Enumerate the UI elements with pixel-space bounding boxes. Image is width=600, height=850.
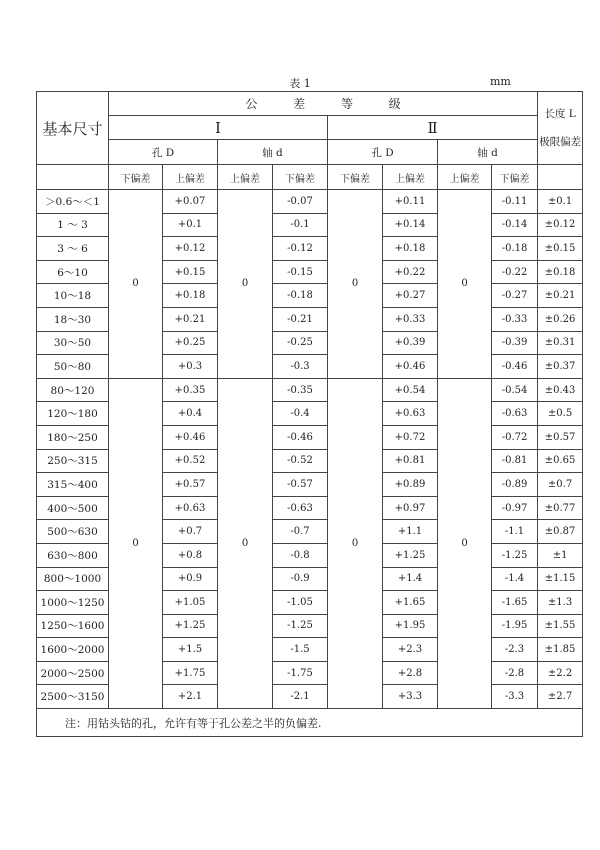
grade-ii-hole-upper-cell: +1.25 <box>383 543 438 567</box>
grade-ii-header: Ⅱ <box>328 116 538 140</box>
basic-size-cell: 30～50 <box>37 331 109 355</box>
length-deviation-cell: ±0.57 <box>538 425 583 449</box>
grade-ii-hole-lower-header: 下偏差 <box>328 165 383 190</box>
basic-size-cell: 630～800 <box>37 543 109 567</box>
grade-ii-shaft-lower-cell: -1.65 <box>492 591 538 615</box>
grade-i-hole-upper-cell: +0.63 <box>163 496 218 520</box>
grade-ii-hole-upper-cell: +1.1 <box>383 520 438 544</box>
grade-i-hole-lower-cell: 0 <box>109 378 163 708</box>
length-limit-title: 极限偏差 <box>539 136 582 148</box>
grade-i-shaft-lower-cell: -1.75 <box>273 661 328 685</box>
grade-i-shaft-lower-cell: -2.1 <box>273 685 328 709</box>
grade-ii-hole-upper-header: 上偏差 <box>383 165 438 190</box>
grade-ii-hole-upper-cell: +1.65 <box>383 591 438 615</box>
grade-ii-shaft-lower-cell: -0.63 <box>492 402 538 426</box>
basic-size-cell: 120～180 <box>37 402 109 426</box>
grade-i-hole-upper-header: 上偏差 <box>163 165 218 190</box>
basic-size-cell: 250～315 <box>37 449 109 473</box>
basic-size-cell: 500～630 <box>37 520 109 544</box>
grade-ii-hole-upper-cell: +0.97 <box>383 496 438 520</box>
grade-i-hole-upper-cell: +0.35 <box>163 378 218 402</box>
length-deviation-cell: ±1 <box>538 543 583 567</box>
grade-ii-hole-upper-cell: +0.81 <box>383 449 438 473</box>
grade-i-hole-upper-cell: +0.21 <box>163 307 218 331</box>
basic-size-cell: 400～500 <box>37 496 109 520</box>
grade-ii-shaft-upper-cell: 0 <box>438 378 492 708</box>
grade-ii-shaft-lower-cell: -0.18 <box>492 237 538 261</box>
length-deviation-cell: ±0.15 <box>538 237 583 261</box>
grade-i-shaft-lower-cell: -0.57 <box>273 473 328 497</box>
grade-ii-shaft-lower-cell: -1.95 <box>492 614 538 638</box>
length-deviation-cell: ±0.12 <box>538 213 583 237</box>
grade-ii-hole-upper-cell: +0.22 <box>383 260 438 284</box>
basic-size-cell: 50～80 <box>37 355 109 379</box>
grade-ii-shaft-lower-cell: -0.72 <box>492 425 538 449</box>
grade-ii-hole-upper-cell: +2.3 <box>383 638 438 662</box>
length-deviation-cell: ±1.85 <box>538 638 583 662</box>
length-header <box>538 92 583 165</box>
grade-ii-hole-upper-cell: +0.27 <box>383 284 438 308</box>
grade-ii-shaft-lower-cell: -1.1 <box>492 520 538 544</box>
length-deviation-cell: ±0.43 <box>538 378 583 402</box>
grade-ii-shaft-lower-cell: -0.54 <box>492 378 538 402</box>
grade-i-header: Ⅰ <box>109 116 328 140</box>
grade-i-shaft-upper-header: 上偏差 <box>218 165 273 190</box>
grade-ii-hole-upper-cell: +1.95 <box>383 614 438 638</box>
length-deviation-cell: ±0.65 <box>538 449 583 473</box>
grade-ii-shaft-lower-cell: -0.97 <box>492 496 538 520</box>
basic-size-cell: ＞0.6～＜1 <box>37 190 109 214</box>
basic-size-header: 基本尺寸 <box>37 92 109 165</box>
blank-cell <box>538 165 583 190</box>
grade-ii-hole-lower-cell: 0 <box>328 378 383 708</box>
tolerance-table <box>36 91 583 737</box>
grade-i-shaft-lower-cell: -0.52 <box>273 449 328 473</box>
grade-i-shaft-lower-cell: -0.07 <box>273 190 328 214</box>
basic-size-cell: 1250～1600 <box>37 614 109 638</box>
grade-ii-shaft-lower-cell: -0.27 <box>492 284 538 308</box>
grade-ii-shaft-lower-header: 下偏差 <box>492 165 538 190</box>
tolerance-grade-header: 公 差 等 级 <box>109 92 538 116</box>
grade-i-hole-upper-cell: +0.4 <box>163 402 218 426</box>
length-deviation-cell: ±0.7 <box>538 473 583 497</box>
length-deviation-cell: ±0.31 <box>538 331 583 355</box>
unit-label: mm <box>490 75 511 88</box>
length-deviation-cell: ±0.37 <box>538 355 583 379</box>
grade-ii-shaft-lower-cell: -0.33 <box>492 307 538 331</box>
grade-i-shaft-lower-cell: -0.4 <box>273 402 328 426</box>
grade-ii-hole-header: 孔 D <box>328 140 438 165</box>
basic-size-cell: 18～30 <box>37 307 109 331</box>
grade-ii-hole-upper-cell: +1.4 <box>383 567 438 591</box>
grade-i-shaft-lower-cell: -0.1 <box>273 213 328 237</box>
grade-ii-hole-upper-cell: +0.39 <box>383 331 438 355</box>
length-deviation-cell: ±1.55 <box>538 614 583 638</box>
length-deviation-cell: ±0.1 <box>538 190 583 214</box>
grade-i-hole-upper-cell: +0.46 <box>163 425 218 449</box>
grade-i-shaft-lower-cell: -0.3 <box>273 355 328 379</box>
grade-i-shaft-lower-header: 下偏差 <box>273 165 328 190</box>
grade-ii-shaft-lower-cell: -0.22 <box>492 260 538 284</box>
grade-ii-hole-upper-cell: +0.89 <box>383 473 438 497</box>
grade-i-hole-upper-cell: +0.1 <box>163 213 218 237</box>
length-title: 长度 L <box>544 108 576 120</box>
length-deviation-cell: ±0.87 <box>538 520 583 544</box>
grade-ii-hole-upper-cell: +0.72 <box>383 425 438 449</box>
grade-ii-shaft-lower-cell: -0.14 <box>492 213 538 237</box>
grade-i-shaft-lower-cell: -0.8 <box>273 543 328 567</box>
grade-i-shaft-lower-cell: -1.05 <box>273 591 328 615</box>
length-deviation-cell: ±0.21 <box>538 284 583 308</box>
table-row <box>37 190 583 214</box>
length-deviation-cell: ±0.77 <box>538 496 583 520</box>
grade-ii-hole-upper-cell: +0.33 <box>383 307 438 331</box>
grade-i-shaft-lower-cell: -0.35 <box>273 378 328 402</box>
grade-ii-shaft-lower-cell: -2.8 <box>492 661 538 685</box>
grade-ii-hole-upper-cell: +0.46 <box>383 355 438 379</box>
length-deviation-cell: ±1.15 <box>538 567 583 591</box>
grade-ii-shaft-header: 轴 d <box>438 140 538 165</box>
grade-ii-hole-upper-cell: +0.14 <box>383 213 438 237</box>
grade-i-shaft-lower-cell: -0.63 <box>273 496 328 520</box>
grade-i-shaft-upper-cell: 0 <box>218 190 273 379</box>
grade-ii-shaft-lower-cell: -1.4 <box>492 567 538 591</box>
grade-i-shaft-lower-cell: -0.25 <box>273 331 328 355</box>
grade-i-shaft-lower-cell: -1.5 <box>273 638 328 662</box>
length-deviation-cell: ±0.18 <box>538 260 583 284</box>
grade-i-shaft-lower-cell: -0.7 <box>273 520 328 544</box>
grade-ii-hole-upper-cell: +3.3 <box>383 685 438 709</box>
grade-i-hole-upper-cell: +0.7 <box>163 520 218 544</box>
grade-ii-hole-lower-cell: 0 <box>328 190 383 379</box>
length-deviation-cell: ±2.2 <box>538 661 583 685</box>
grade-i-hole-upper-cell: +1.05 <box>163 591 218 615</box>
length-deviation-cell: ±0.5 <box>538 402 583 426</box>
grade-ii-hole-upper-cell: +0.63 <box>383 402 438 426</box>
basic-size-cell: 800～1000 <box>37 567 109 591</box>
grade-i-hole-upper-cell: +0.8 <box>163 543 218 567</box>
grade-ii-shaft-lower-cell: -3.3 <box>492 685 538 709</box>
grade-ii-shaft-lower-cell: -0.89 <box>492 473 538 497</box>
basic-size-cell: 1600～2000 <box>37 638 109 662</box>
grade-i-shaft-lower-cell: -0.46 <box>273 425 328 449</box>
grade-i-hole-upper-cell: +0.12 <box>163 237 218 261</box>
grade-i-hole-upper-cell: +0.25 <box>163 331 218 355</box>
grade-i-hole-upper-cell: +0.3 <box>163 355 218 379</box>
basic-size-cell: 2500～3150 <box>37 685 109 709</box>
basic-size-cell: 2000～2500 <box>37 661 109 685</box>
grade-ii-hole-upper-cell: +2.8 <box>383 661 438 685</box>
grade-ii-shaft-lower-cell: -0.81 <box>492 449 538 473</box>
grade-i-hole-upper-cell: +0.15 <box>163 260 218 284</box>
grade-i-hole-upper-cell: +2.1 <box>163 685 218 709</box>
grade-i-shaft-header: 轴 d <box>218 140 328 165</box>
grade-ii-hole-upper-cell: +0.11 <box>383 190 438 214</box>
grade-i-hole-upper-cell: +0.52 <box>163 449 218 473</box>
basic-size-cell: 10～18 <box>37 284 109 308</box>
grade-i-hole-upper-cell: +1.5 <box>163 638 218 662</box>
basic-size-cell: 315～400 <box>37 473 109 497</box>
grade-ii-hole-upper-cell: +0.18 <box>383 237 438 261</box>
grade-ii-shaft-lower-cell: -2.3 <box>492 638 538 662</box>
length-deviation-cell: ±1.3 <box>538 591 583 615</box>
grade-i-hole-upper-cell: +0.57 <box>163 473 218 497</box>
grade-ii-shaft-lower-cell: -0.46 <box>492 355 538 379</box>
grade-i-hole-lower-header: 下偏差 <box>109 165 163 190</box>
grade-ii-shaft-lower-cell: -0.39 <box>492 331 538 355</box>
grade-i-hole-upper-cell: +0.9 <box>163 567 218 591</box>
grade-ii-shaft-lower-cell: -1.25 <box>492 543 538 567</box>
grade-i-hole-upper-cell: +0.07 <box>163 190 218 214</box>
grade-i-shaft-upper-cell: 0 <box>218 378 273 708</box>
basic-size-cell: 3 ～ 6 <box>37 237 109 261</box>
grade-i-hole-header: 孔 D <box>109 140 218 165</box>
grade-i-shaft-lower-cell: -1.25 <box>273 614 328 638</box>
table-caption: 表 1 <box>289 77 311 90</box>
basic-size-cell: 6～10 <box>37 260 109 284</box>
basic-size-cell: 180～250 <box>37 425 109 449</box>
grade-i-shaft-lower-cell: -0.21 <box>273 307 328 331</box>
grade-i-hole-upper-cell: +1.25 <box>163 614 218 638</box>
blank-cell <box>37 165 109 190</box>
basic-size-cell: 1 ～ 3 <box>37 213 109 237</box>
grade-ii-shaft-upper-header: 上偏差 <box>438 165 492 190</box>
grade-ii-shaft-lower-cell: -0.11 <box>492 190 538 214</box>
grade-i-hole-lower-cell: 0 <box>109 190 163 379</box>
basic-size-cell: 80～120 <box>37 378 109 402</box>
grade-i-shaft-lower-cell: -0.9 <box>273 567 328 591</box>
basic-size-cell: 1000～1250 <box>37 591 109 615</box>
grade-ii-hole-upper-cell: +0.54 <box>383 378 438 402</box>
table-note: 注：用钻头钻的孔，允许有等于孔公差之半的负偏差. <box>37 709 583 737</box>
table-row <box>37 378 583 402</box>
grade-i-hole-upper-cell: +1.75 <box>163 661 218 685</box>
length-deviation-cell: ±2.7 <box>538 685 583 709</box>
grade-ii-shaft-upper-cell: 0 <box>438 190 492 379</box>
grade-i-shaft-lower-cell: -0.18 <box>273 284 328 308</box>
note-row <box>37 709 583 737</box>
length-deviation-cell: ±0.26 <box>538 307 583 331</box>
grade-i-shaft-lower-cell: -0.15 <box>273 260 328 284</box>
grade-i-shaft-lower-cell: -0.12 <box>273 237 328 261</box>
table-body <box>37 92 583 737</box>
grade-i-hole-upper-cell: +0.18 <box>163 284 218 308</box>
